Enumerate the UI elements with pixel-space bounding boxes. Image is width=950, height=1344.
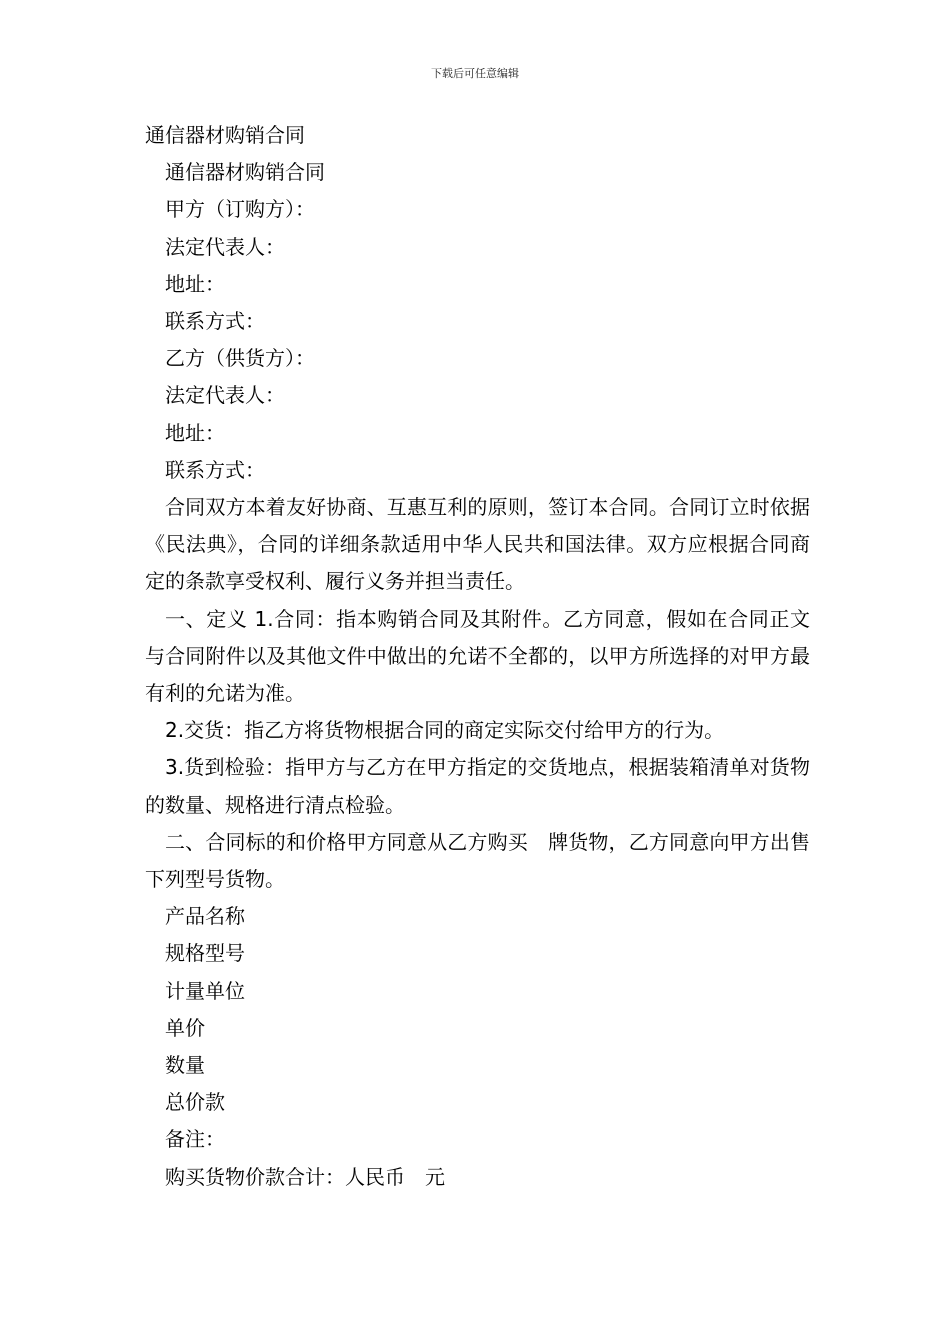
document-body — [145, 117, 810, 1196]
party-a-representative: 法定代表人： — [165, 234, 285, 259]
party-a-contact: 联系方式： — [165, 309, 265, 334]
party-b-contact: 联系方式： — [165, 457, 265, 482]
total-amount: 购买货物价款合计：人民币 元 — [165, 1164, 445, 1189]
field-spec-model: 规格型号 — [165, 941, 245, 966]
party-b-label: 乙方（供货方）： — [165, 346, 315, 371]
field-unit-price: 单价 — [165, 1015, 205, 1040]
field-unit: 计量单位 — [165, 978, 245, 1003]
definition-contract: 一、定义 1.合同：指本购销合同及其附件。乙方同意，假如在合同正文与合同附件以及其他文件中做出的允诺不全都的，以甲方所选择的对甲方最有利的允诺为准。 — [145, 606, 810, 706]
field-remarks: 备注： — [165, 1127, 225, 1152]
page-header-note: 下载后可任意编辑 — [431, 67, 519, 80]
party-a-label: 甲方（订购方）： — [165, 197, 315, 222]
party-a-address: 地址： — [165, 271, 225, 296]
field-quantity: 数量 — [165, 1053, 205, 1078]
definition-inspection: 3.货到检验：指甲方与乙方在甲方指定的交货地点，根据装箱清单对货物的数量、规格进行清点检验。 — [145, 755, 810, 817]
document-title: 通信器材购销合同 — [145, 123, 305, 147]
section-subject-price: 二、合同标的和价格甲方同意从乙方购买 牌货物，乙方同意向甲方出售下列型号货物。 — [145, 829, 810, 892]
document-subtitle: 通信器材购销合同 — [165, 160, 325, 185]
preamble-paragraph: 合同双方本着友好协商、互惠互利的原则，签订本合同。合同订立时依据《民法典》，合同的详细条款适用中华人民共和国法律。双方应根据合同商定的条款享受权利、履行义务并担当责任。 — [145, 495, 810, 594]
definition-delivery: 2.交货：指乙方将货物根据合同的商定实际交付给甲方的行为。 — [165, 718, 725, 743]
field-total-price: 总价款 — [165, 1090, 225, 1115]
field-product-name: 产品名称 — [165, 904, 245, 929]
party-b-representative: 法定代表人： — [165, 383, 285, 408]
party-b-address: 地址： — [165, 420, 225, 445]
